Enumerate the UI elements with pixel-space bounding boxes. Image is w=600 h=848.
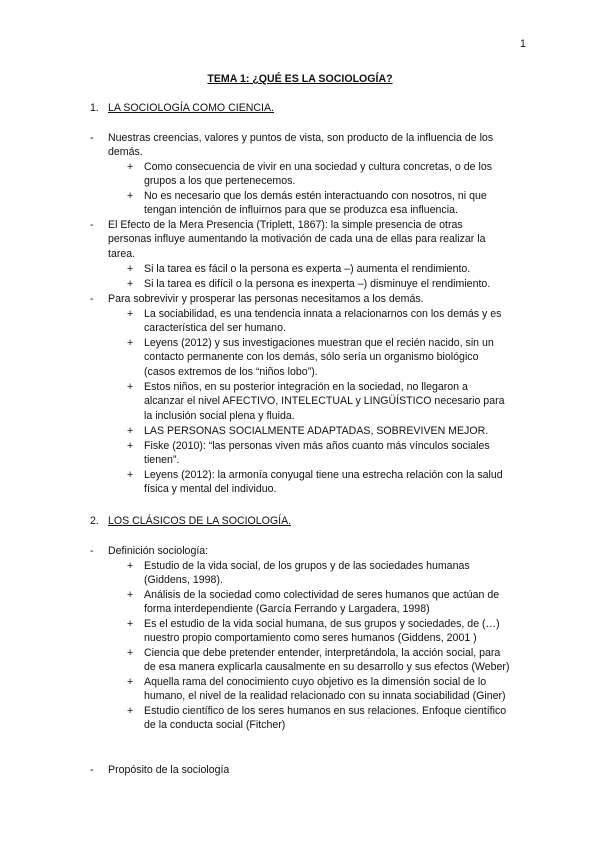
plus-bullet: + xyxy=(127,308,134,320)
section-2-heading xyxy=(90,514,291,528)
plus-bullet: + xyxy=(127,161,134,173)
plus-bullet: + xyxy=(127,440,134,452)
plus-bullet: + xyxy=(127,337,134,349)
section-number: 1. xyxy=(90,102,99,114)
sub-list-item: + Ciencia que debe pretender entender, interpretándola, la acción social, para de esa manera explicarla causalmente en su desarrollo y sus efectos (Weber) xyxy=(127,647,510,674)
plus-bullet: + xyxy=(127,469,134,481)
dash-bullet: - xyxy=(90,132,94,144)
dash-bullet: - xyxy=(90,764,94,776)
sub-list-item: + Leyens (2012): la armonía conyugal tiene una estrecha relación con la salud física y mental del individuo. xyxy=(127,469,503,496)
sub-list-item: + Estos niños, en su posterior integración en la sociedad, no llegaron a alcanzar el nivel AFECTIVO, INTELECTUAL y LINGÜÍSTICO necesario para la inclusión social plena y fluida. xyxy=(127,381,505,422)
sub-list-item: + Si la tarea es difícil o la persona es inexperta –) disminuye el rendimiento. xyxy=(127,278,491,290)
list-item: - Nuestras creencias, valores y puntos de vista, son producto de la influencia de los demás. xyxy=(90,132,494,159)
plus-bullet: + xyxy=(127,278,134,290)
plus-bullet: + xyxy=(127,263,134,275)
dash-bullet: - xyxy=(90,293,94,305)
plus-bullet: + xyxy=(127,425,134,437)
list-item: - El Efecto de la Mera Presencia (Triplett, 1867): la simple presencia de otras personas influye aumentando la motivación de cada una de ellas para realizar la tarea. xyxy=(90,219,486,260)
sub-list-item: + Estudio científico de los seres humanos en sus relaciones. Enfoque científico de la conducta social (Fitcher) xyxy=(127,705,507,732)
page-number: 1 xyxy=(520,38,526,50)
sub-list-item: + Leyens (2012) y sus investigaciones muestran que el recién nacido, sin un contacto permanente con los demás, sólo sería un organismo biológico (casos extremos de los “niños lobo”). xyxy=(127,337,494,378)
sub-list-item: + LAS PERSONAS SOCIALMENTE ADAPTADAS, SOBREVIVEN MEJOR. xyxy=(127,425,489,437)
sub-list-item: + Aquella rama del conocimiento cuyo objetivo es la dimensión social de lo humano, el nivel de la realidad relacionado con su innata sociabilidad (Giner) xyxy=(127,676,506,703)
sub-list-item: + Fiske (2010): “las personas viven más años cuanto más vínculos sociales tienen”. xyxy=(127,440,490,467)
sub-list-item: + Análisis de la sociedad como colectividad de seres humanos que actúan de forma interdependiente (García Ferrando y Largadera, 1998) xyxy=(127,589,500,616)
section-1-heading xyxy=(90,101,274,115)
section-title: LA SOCIOLOGÍA COMO CIENCIA. xyxy=(108,102,275,114)
sub-list-item: + Como consecuencia de vivir en una sociedad y cultura concretas, o de los grupos a los que pertenecemos. xyxy=(127,161,493,188)
sub-list-item: + Es el estudio de la vida social humana, de sus grupos y sociedades, de (…) nuestro propio comportamiento como seres humanos (Giddens, 2001 ) xyxy=(127,618,500,645)
dash-bullet: - xyxy=(90,545,94,557)
sub-list-item: + No es necesario que los demás estén interactuando con nosotros, ni que tengan intención de influirnos para que se produzca esa influencia. xyxy=(127,190,487,217)
list-item: - Definición sociología: xyxy=(90,545,209,557)
sub-list-item: + La sociabilidad, es una tendencia innata a relacionarnos con los demás y es característica del ser humano. xyxy=(127,308,502,335)
sub-list-item: + Si la tarea es fácil o la persona es experta –) aumenta el rendimiento. xyxy=(127,263,471,275)
plus-bullet: + xyxy=(127,190,134,202)
dash-bullet: - xyxy=(90,219,94,231)
plus-bullet: + xyxy=(127,560,134,572)
plus-bullet: + xyxy=(127,647,134,659)
document-title: TEMA 1: ¿QUÉ ES LA SOCIOLOGÍA? xyxy=(207,73,393,85)
plus-bullet: + xyxy=(127,676,134,688)
section-title: LOS CLÁSICOS DE LA SOCIOLOGÍA. xyxy=(108,515,292,527)
plus-bullet: + xyxy=(127,589,134,601)
plus-bullet: + xyxy=(127,618,134,630)
list-item: - Propósito de la sociología xyxy=(90,764,230,776)
sub-list-item: + Estudio de la vida social, de los grupos y de las sociedades humanas (Giddens, 1998). xyxy=(127,560,470,587)
plus-bullet: + xyxy=(127,705,134,717)
plus-bullet: + xyxy=(127,381,134,393)
list-item: - Para sobrevivir y prosperar las personas necesitamos a los demás. xyxy=(90,293,424,305)
section-number: 2. xyxy=(90,515,99,527)
